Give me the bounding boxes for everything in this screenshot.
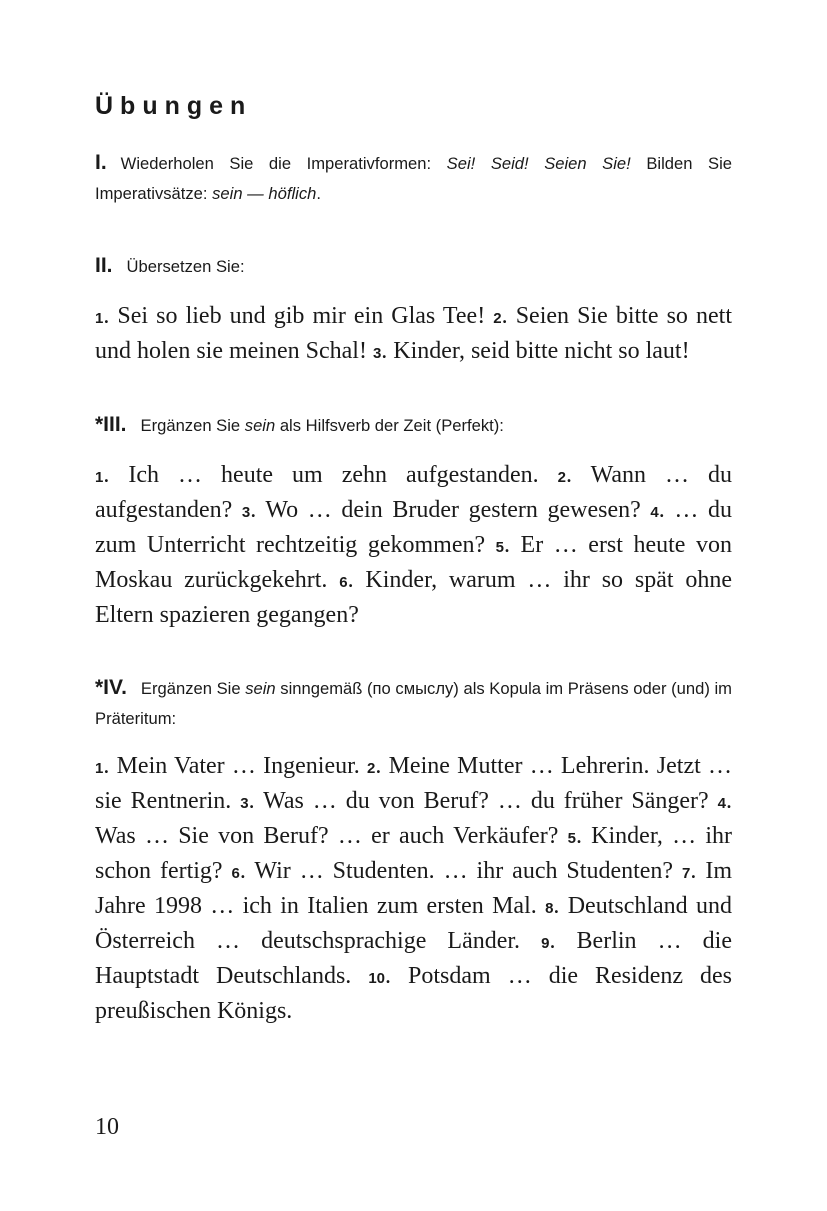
item-number: 1 <box>95 469 104 486</box>
exercise-3-verb: sein <box>244 416 276 435</box>
exercise-2-body <box>95 300 732 370</box>
item-number: 5 <box>495 539 505 556</box>
item-sentence: . Kinder, warum … ihr so spät ohne Eltern spazieren gegangen? <box>95 567 733 628</box>
exercise-4-body <box>95 750 732 1027</box>
page-number: 10 <box>95 1114 119 1140</box>
item-number: 7 <box>682 865 691 882</box>
exercise-2-text: Übersetzen Sie: <box>126 257 245 276</box>
item-number: 3 <box>240 795 249 812</box>
item-sentence: . Sei so lieb und gib mir ein Glas Tee! <box>103 303 494 329</box>
exercise-4-text-cont: sinngemäß (по смыслу) als Kopula im Präsens oder (und) im Präteritum: <box>95 679 732 728</box>
item-sentence: . Ich … heute um zehn aufgestanden. <box>103 462 558 488</box>
item-sentence: . Berlin … die Hauptstadt Deutschlands. <box>95 928 733 989</box>
item-number: 3 <box>372 345 382 362</box>
item-sentence: . Kinder, seid bitte nicht so laut! <box>381 338 690 364</box>
item-sentence: . Meine Mutter … Lehrerin. Jetzt … sie Rentnerin. <box>95 753 732 814</box>
exercise-3-text-cont: als Hilfsverb der Zeit (Perfekt): <box>275 416 504 435</box>
exercise-1-text: Wiederholen Sie die Imperativformen: <box>120 154 447 173</box>
exercise-3-body <box>95 459 732 631</box>
item-number: 6 <box>231 865 240 882</box>
item-number: 9 <box>541 935 550 952</box>
item-sentence: . Wo … dein Bruder gestern gewesen? <box>250 497 651 523</box>
item-sentence: . Wir … Studenten. … ihr auch Studenten? <box>239 858 683 884</box>
item-sentence: . Seien Sie bitte so nett und holen sie meinen Schal! <box>95 303 732 364</box>
exercise-1-end: . <box>316 184 321 203</box>
exercise-1-text-cont: Bilden Sie Imperativsätze: <box>95 154 732 203</box>
exercise-4-verb: sein <box>245 679 276 698</box>
item-number: 4 <box>650 504 659 521</box>
exercise-3-number: *III. <box>95 413 127 436</box>
item-sentence: . Was … du von Beruf? … du früher Sänger? <box>248 788 718 814</box>
item-number: 2 <box>367 760 376 777</box>
item-number: 2 <box>557 469 566 486</box>
item-number: 2 <box>493 310 502 327</box>
item-number: 6 <box>339 574 348 591</box>
item-sentence: . Im Jahre 1998 … ich in Italien zum ersten Mal. <box>95 858 732 919</box>
item-number: 1 <box>95 760 104 777</box>
page-title: Übungen <box>95 92 253 120</box>
exercise-1-number: I. <box>95 151 107 174</box>
item-sentence: . Er … erst heute von Moskau zurückgekehrt. <box>95 532 732 593</box>
page-content <box>95 86 732 1027</box>
exercise-2-instruction <box>95 251 732 282</box>
exercise-3-text: Ergänzen Sie <box>140 416 245 435</box>
item-sentence: . Deutschland und Österreich … deutschsprachige Länder. <box>95 893 733 954</box>
item-sentence: . Potsdam … die Residenz des preußischen Königs. <box>95 963 732 1024</box>
exercise-4-instruction <box>95 673 732 734</box>
exercise-1-forms: Sei! Seid! Seien Sie! <box>446 154 631 173</box>
exercise-2-number: II. <box>95 254 113 277</box>
exercise-4-text: Ergänzen Sie <box>140 679 246 698</box>
exercise-1-prompt: sein — höflich <box>212 184 317 203</box>
item-number: 8 <box>545 900 554 917</box>
item-sentence: . Was … Sie von Beruf? … er auch Verkäufer? <box>95 788 732 849</box>
item-sentence: . Kinder, … ihr schon fertig? <box>95 823 732 884</box>
item-sentence: . … du zum Unterricht rechtzeitig gekommen? <box>95 497 733 558</box>
item-number: 3 <box>241 504 251 521</box>
item-number: 5 <box>567 830 576 847</box>
item-sentence: . Wann … du aufgestanden? <box>95 462 732 523</box>
item-sentence: . Mein Vater … Ingenieur. <box>103 753 368 779</box>
item-number: 4 <box>717 795 726 812</box>
exercise-1-instruction <box>95 148 732 209</box>
exercise-4-number: *IV. <box>95 676 127 699</box>
exercise-3-instruction <box>95 410 732 441</box>
item-number: 1 <box>95 310 104 327</box>
item-number: 10 <box>368 970 385 987</box>
